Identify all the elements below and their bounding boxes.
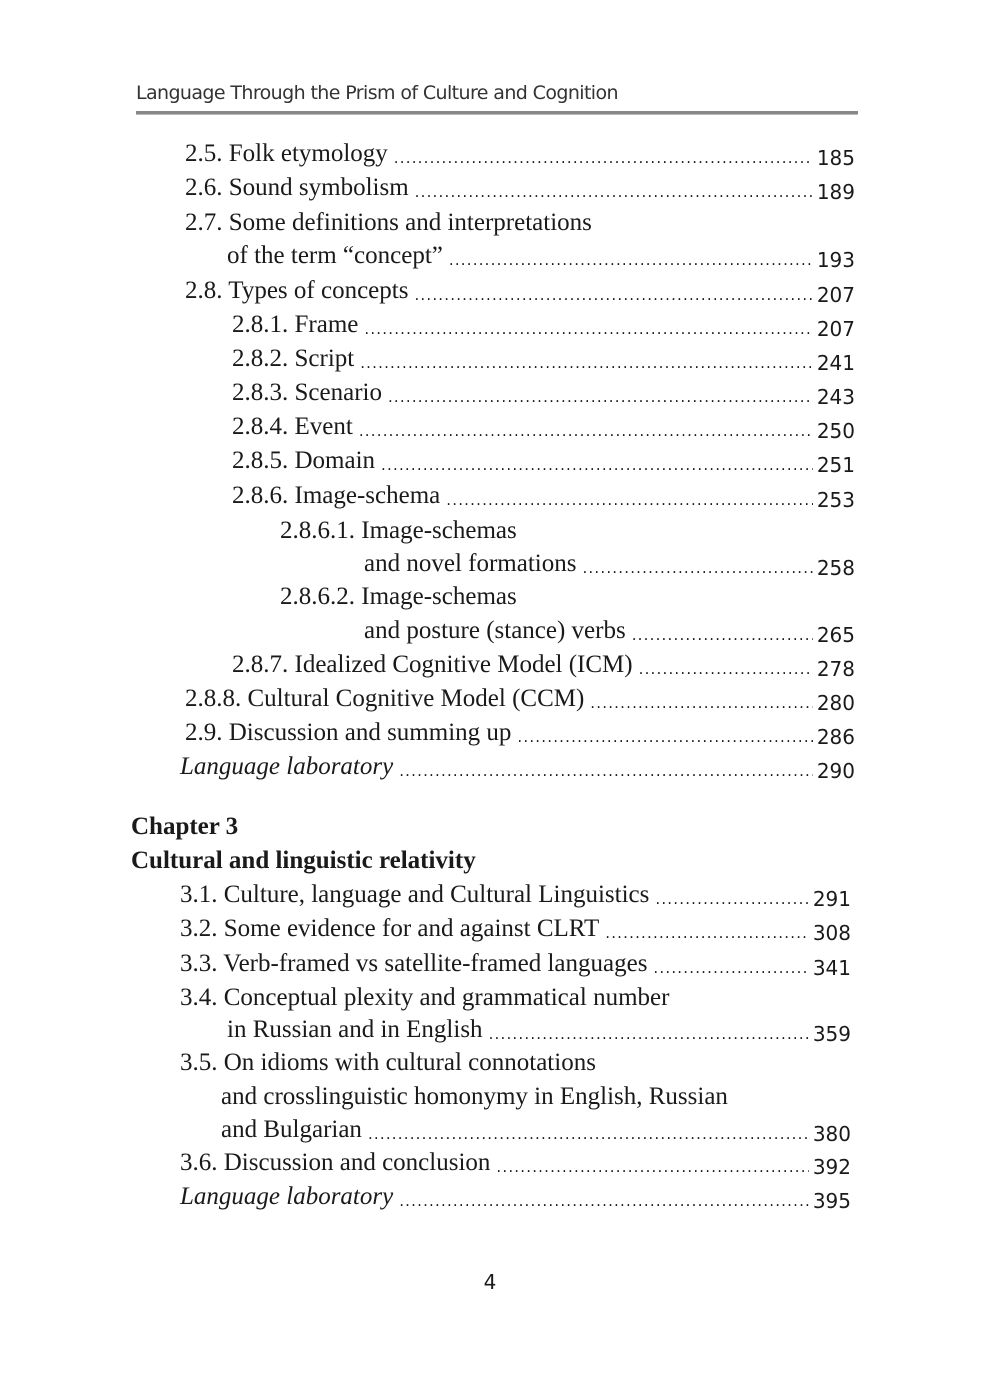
toc-entry-title: 3.5. On idioms with cultural connotations xyxy=(180,1049,596,1076)
toc-entry xyxy=(232,309,855,341)
toc-entry-page: 251 xyxy=(816,453,855,477)
toc-entry-page: 193 xyxy=(816,248,855,272)
toc-entry xyxy=(227,240,855,272)
page-number: 4 xyxy=(483,1270,497,1294)
toc-entry-title: 3.1. Culture, language and Cultural Linguistics xyxy=(180,881,650,908)
dot-leader xyxy=(653,948,808,980)
toc-entry-page: 395 xyxy=(812,1189,851,1213)
toc-entry xyxy=(280,515,517,547)
toc-entry-title: Language laboratory xyxy=(180,753,394,780)
dot-leader xyxy=(368,1114,809,1146)
header-rule xyxy=(136,111,858,115)
toc-entry-title: 2.8.8. Cultural Cognitive Model (CCM) xyxy=(185,685,585,712)
toc-entry xyxy=(185,172,855,204)
chapter-label: Chapter 3 xyxy=(131,813,239,840)
toc-entry-page: 265 xyxy=(816,623,855,647)
toc-entry-page: 185 xyxy=(816,146,855,170)
toc-entry-title: and novel formations xyxy=(364,550,577,577)
toc-entry-page: 250 xyxy=(816,419,855,443)
dot-leader xyxy=(381,445,813,477)
toc-entry-page: 308 xyxy=(812,921,851,945)
toc-entry-title: 2.9. Discussion and summing up xyxy=(185,719,512,746)
toc-entry xyxy=(180,982,669,1014)
toc-entry-page: 380 xyxy=(812,1122,851,1146)
dot-leader xyxy=(582,548,812,580)
dot-leader xyxy=(632,615,813,647)
toc-entry-title: 3.3. Verb-framed vs satellite-framed languages xyxy=(180,950,648,977)
dot-leader xyxy=(655,879,808,911)
dot-leader xyxy=(489,1014,809,1046)
toc-entry xyxy=(185,275,855,307)
toc-entry xyxy=(227,1014,851,1046)
toc-entry-page: 253 xyxy=(816,488,855,512)
toc-entry-title: 2.8.6.2. Image-schemas xyxy=(280,583,517,610)
toc-entry-title: Language laboratory xyxy=(180,1183,394,1210)
toc-entry-page: 278 xyxy=(816,657,855,681)
toc-entry xyxy=(364,548,855,580)
toc-entry xyxy=(185,717,855,749)
toc-entry-title: 3.6. Discussion and conclusion xyxy=(180,1149,491,1176)
toc-entry-page: 286 xyxy=(816,725,855,749)
toc-entry-title: 2.8.7. Idealized Cognitive Model (ICM) xyxy=(232,651,633,678)
toc-entry xyxy=(185,207,592,239)
toc-entry-page: 392 xyxy=(812,1155,851,1179)
toc-entry xyxy=(185,683,855,715)
dot-leader xyxy=(399,751,813,783)
running-header: Language Through the Prism of Culture and Cognition xyxy=(136,82,618,104)
toc-entry-title: in Russian and in English xyxy=(227,1016,483,1043)
toc-entry-page: 207 xyxy=(816,283,855,307)
dot-leader xyxy=(639,649,813,681)
chapter-title: Cultural and linguistic relativity xyxy=(131,847,476,874)
dot-leader xyxy=(590,683,813,715)
toc-entry xyxy=(180,879,851,911)
toc-entry-title: and posture (stance) verbs xyxy=(364,617,626,644)
toc-entry-title: 2.5. Folk etymology xyxy=(185,140,388,167)
toc-entry-page: 189 xyxy=(816,180,855,204)
toc-entry-page: 207 xyxy=(816,317,855,341)
toc-entry-title: 2.7. Some definitions and interpretations xyxy=(185,209,592,236)
toc-entry-title: 2.8.1. Frame xyxy=(232,311,359,338)
dot-leader xyxy=(388,377,813,409)
toc-entry-page: 243 xyxy=(816,385,855,409)
toc-entry xyxy=(232,480,855,512)
toc-entry-title: 2.8.6. Image-schema xyxy=(232,482,441,509)
toc-entry-title: 3.4. Conceptual plexity and grammatical number xyxy=(180,984,670,1011)
toc-entry xyxy=(280,581,517,613)
toc-entry-title: 2.6. Sound symbolism xyxy=(185,174,409,201)
toc-entry-page: 359 xyxy=(812,1022,851,1046)
toc-entry-title: 2.8.2. Script xyxy=(232,345,355,372)
toc-entry xyxy=(180,948,851,980)
dot-leader xyxy=(446,480,813,512)
toc-entry xyxy=(232,343,855,375)
toc-entry-title: 2.8. Types of concepts xyxy=(185,277,409,304)
dot-leader xyxy=(517,717,812,749)
toc-entry-title: of the term “concept” xyxy=(227,242,443,269)
toc-entry-title: 2.8.3. Scenario xyxy=(232,379,382,406)
dot-leader xyxy=(449,240,813,272)
dot-leader xyxy=(399,1181,809,1213)
toc-entry xyxy=(180,1047,596,1079)
toc-entry xyxy=(180,1147,851,1179)
toc-entry-page: 290 xyxy=(816,759,855,783)
toc-entry-page: 341 xyxy=(812,956,851,980)
dot-leader xyxy=(415,172,813,204)
toc-entry-title: 3.2. Some evidence for and against CLRT xyxy=(180,915,600,942)
toc-entry-title: and Bulgarian xyxy=(221,1116,362,1143)
toc-entry-title: 2.8.5. Domain xyxy=(232,447,376,474)
toc-entry xyxy=(232,411,855,443)
toc-entry xyxy=(232,445,855,477)
toc-entry-title: 2.8.4. Event xyxy=(232,413,353,440)
toc-entry-title: and crosslinguistic homonymy in English, Russian xyxy=(221,1083,728,1110)
dot-leader xyxy=(414,275,812,307)
toc-entry-page: 291 xyxy=(812,887,851,911)
dot-leader xyxy=(496,1147,808,1179)
toc-entry xyxy=(221,1114,851,1146)
dot-leader xyxy=(394,138,813,170)
toc-entry xyxy=(180,1181,851,1213)
dot-leader xyxy=(359,411,813,443)
toc-entry xyxy=(180,751,855,783)
toc-entry xyxy=(232,649,855,681)
toc-entry xyxy=(180,913,851,945)
toc-entry xyxy=(232,377,855,409)
toc-entry-page: 241 xyxy=(816,351,855,375)
toc-entry xyxy=(221,1081,728,1113)
toc-entry-title: 2.8.6.1. Image-schemas xyxy=(280,517,517,544)
toc-entry-page: 280 xyxy=(816,691,855,715)
toc-entry xyxy=(185,138,855,170)
dot-leader xyxy=(360,343,813,375)
dot-leader xyxy=(605,913,809,945)
dot-leader xyxy=(364,309,812,341)
toc-entry-page: 258 xyxy=(816,556,855,580)
toc-entry xyxy=(364,615,855,647)
